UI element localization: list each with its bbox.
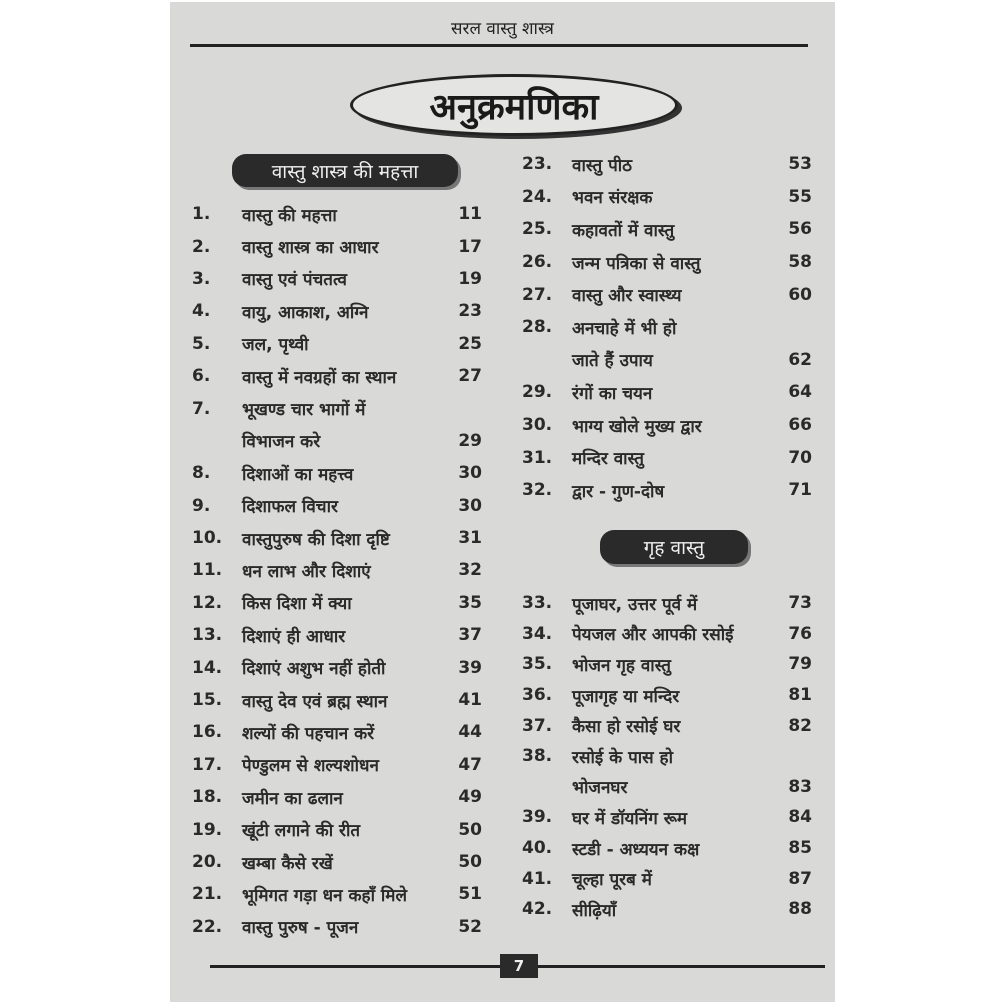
entry-page: 83	[788, 776, 812, 797]
toc-entry[interactable]	[522, 588, 812, 619]
entry-page: 84	[788, 807, 812, 828]
entry-title: जल, पृथ्वी	[242, 335, 309, 356]
toc-entry[interactable]	[522, 863, 812, 894]
entry-title: अनचाहे में भी हो	[572, 318, 677, 339]
entry-page: 73	[788, 593, 812, 614]
entry-number: 42.	[522, 899, 553, 920]
entry-page: 82	[788, 715, 812, 736]
toc-entry[interactable]	[522, 441, 812, 474]
toc-entry-continuation[interactable]	[522, 344, 812, 377]
entry-title: शल्यों की पहचान करें	[242, 723, 375, 744]
entry-title: सीढ़ियाँ	[572, 900, 617, 921]
entry-number: 38.	[522, 746, 553, 767]
toc-entry[interactable]	[192, 392, 482, 424]
entry-page: 41	[458, 690, 482, 711]
entry-number: 39.	[522, 807, 553, 828]
toc-entry[interactable]	[522, 246, 812, 279]
toc-entry[interactable]	[192, 263, 482, 295]
toc-entry[interactable]	[192, 360, 482, 392]
entry-title: पूजागृह या मन्दिर	[572, 686, 680, 707]
entry-title: खम्बा कैसे रखें	[242, 853, 333, 874]
entry-number: 9.	[192, 495, 211, 516]
entry-title: वास्तु और स्वास्थ्य	[572, 286, 682, 307]
entry-number: 8.	[192, 463, 211, 484]
entry-number: 15.	[192, 690, 223, 711]
entry-title: धन लाभ और दिशाएं	[242, 561, 371, 582]
toc-entry[interactable]	[192, 295, 482, 327]
entry-title: भवन संरक्षक	[572, 188, 653, 209]
entry-page: 17	[458, 236, 482, 257]
toc-entry[interactable]	[192, 651, 482, 683]
entry-page: 66	[788, 415, 812, 436]
entry-title: कैसा हो रसोई घर	[572, 717, 681, 738]
entry-page: 19	[458, 268, 482, 289]
entry-number: 36.	[522, 685, 553, 706]
toc-entry[interactable]	[192, 749, 482, 781]
entry-number: 16.	[192, 722, 223, 743]
toc-entry[interactable]	[192, 878, 482, 910]
entry-title: दिशाफल विचार	[242, 497, 338, 518]
entry-page: 44	[458, 722, 482, 743]
entry-number: 18.	[192, 787, 223, 808]
entry-number: 22.	[192, 916, 223, 937]
entry-page: 55	[788, 186, 812, 207]
entry-title-continued: जाते हैं उपाय	[572, 351, 653, 372]
entry-number: 13.	[192, 625, 223, 646]
entry-page: 25	[458, 333, 482, 354]
entry-title: दिशाओं का महत्त्व	[242, 464, 354, 485]
toc-entry[interactable]	[192, 587, 482, 619]
entry-title: चूल्हा पूरब में	[572, 870, 652, 891]
entry-title: घर में डॉयनिंग रूम	[572, 808, 688, 829]
toc-entry[interactable]	[192, 554, 482, 586]
toc-entry[interactable]	[522, 802, 812, 833]
entry-page: 27	[458, 366, 482, 387]
entry-number: 27.	[522, 284, 553, 305]
entry-number: 31.	[522, 447, 553, 468]
entry-title-continued: भोजनघर	[572, 778, 628, 799]
entry-title: कहावतों में वास्तु	[572, 220, 675, 241]
entry-page: 23	[458, 301, 482, 322]
entry-page: 87	[788, 868, 812, 889]
toc-right-column-b	[522, 588, 812, 925]
entry-page: 71	[788, 480, 812, 501]
entry-number: 25.	[522, 219, 553, 240]
toc-entry[interactable]	[522, 649, 812, 680]
toc-entry[interactable]	[522, 894, 812, 925]
entry-page: 39	[458, 657, 482, 678]
toc-entry[interactable]	[192, 457, 482, 489]
entry-number: 2.	[192, 236, 211, 257]
entry-page: 52	[458, 916, 482, 937]
toc-entry[interactable]	[522, 619, 812, 650]
entry-number: 4.	[192, 301, 211, 322]
toc-entry-continuation[interactable]	[192, 425, 482, 457]
entry-number: 10.	[192, 528, 223, 549]
page-title: अनुक्रमणिका	[350, 74, 678, 136]
toc-entry[interactable]	[192, 781, 482, 813]
entry-title: पेण्डुलम से शल्यशोधन	[242, 756, 379, 777]
entry-number: 6.	[192, 366, 211, 387]
toc-entry[interactable]	[192, 328, 482, 360]
entry-title: वास्तु में नवग्रहों का स्थान	[242, 367, 397, 388]
entry-title: रंगों का चयन	[572, 383, 653, 404]
entry-title: वास्तुपुरुष की दिशा दृष्टि	[242, 529, 390, 550]
toc-entry[interactable]	[192, 911, 482, 943]
toc-entry[interactable]	[522, 741, 812, 772]
toc-entry[interactable]	[522, 213, 812, 246]
entry-title: द्वार - गुण-दोष	[572, 481, 665, 502]
entry-page: 29	[458, 430, 482, 451]
entry-page: 32	[458, 560, 482, 581]
toc-entry[interactable]	[522, 474, 812, 507]
entry-title: वास्तु की महत्ता	[242, 205, 337, 226]
entry-page: 64	[788, 382, 812, 403]
entry-title: भाग्य खोले मुख्य द्वार	[572, 416, 702, 437]
entry-page: 79	[788, 654, 812, 675]
entry-page: 35	[458, 592, 482, 613]
entry-number: 12.	[192, 592, 223, 613]
toc-entry[interactable]	[522, 181, 812, 214]
entry-number: 30.	[522, 415, 553, 436]
book-page	[170, 2, 835, 1002]
page-number: 7	[500, 954, 538, 978]
toc-entry[interactable]	[522, 710, 812, 741]
toc-entry[interactable]	[522, 278, 812, 311]
entry-page: 11	[458, 204, 482, 225]
entry-page: 56	[788, 219, 812, 240]
entry-number: 28.	[522, 317, 553, 338]
entry-number: 1.	[192, 204, 211, 225]
entry-title: भूखण्ड चार भागों में	[242, 400, 366, 421]
toc-entry[interactable]	[192, 198, 482, 230]
entry-number: 41.	[522, 868, 553, 889]
entry-number: 32.	[522, 480, 553, 501]
toc-entry[interactable]	[522, 833, 812, 864]
toc-right-column-a	[522, 148, 812, 507]
entry-number: 24.	[522, 186, 553, 207]
toc-entry[interactable]	[192, 619, 482, 651]
entry-title: दिशाएं अशुभ नहीं होती	[242, 659, 386, 680]
entry-number: 11.	[192, 560, 223, 581]
toc-entry[interactable]	[522, 311, 812, 344]
toc-entry[interactable]	[192, 230, 482, 262]
entry-title: स्टडी - अध्ययन कक्ष	[572, 839, 700, 860]
section-heading-vastu-shastra: वास्तु शास्त्र की महत्ता	[232, 154, 458, 187]
entry-title: जन्म पत्रिका से वास्तु	[572, 253, 701, 274]
entry-number: 33.	[522, 593, 553, 614]
entry-title: खूंटी लगाने की रीत	[242, 821, 361, 842]
entry-page: 58	[788, 252, 812, 273]
toc-left-column	[192, 198, 482, 943]
entry-page: 51	[458, 884, 482, 905]
entry-page: 60	[788, 284, 812, 305]
toc-entry[interactable]	[522, 680, 812, 711]
entry-title: किस दिशा में क्या	[242, 594, 352, 615]
toc-entry[interactable]	[192, 813, 482, 845]
toc-entry[interactable]	[192, 716, 482, 748]
entry-title: वास्तु शास्त्र का आधार	[242, 238, 379, 259]
entry-title: पूजाघर, उत्तर पूर्व में	[572, 594, 698, 615]
entry-page: 50	[458, 852, 482, 872]
toc-entry[interactable]	[192, 490, 482, 522]
header-rule	[190, 44, 808, 47]
entry-page: 31	[458, 528, 482, 549]
entry-number: 29.	[522, 382, 553, 403]
toc-entry-continuation[interactable]	[522, 772, 812, 803]
section-heading-grih-vastu: गृह वास्तु	[600, 530, 748, 564]
entry-number: 5.	[192, 333, 211, 354]
entry-page: 30	[458, 495, 482, 516]
entry-page: 50	[458, 819, 482, 840]
toc-entry[interactable]	[522, 376, 812, 409]
entry-title: वास्तु पीठ	[572, 155, 633, 176]
entry-title: भूमिगत गड़ा धन कहाँ मिले	[242, 885, 407, 906]
entry-title: मन्दिर वास्तु	[572, 449, 644, 470]
entry-title: दिशाएं ही आधार	[242, 626, 346, 647]
entry-page: 47	[458, 754, 482, 775]
entry-page: 88	[788, 899, 812, 920]
entry-page: 53	[788, 154, 812, 175]
entry-page: 76	[788, 623, 812, 644]
entry-title: वास्तु एवं पंचतत्व	[242, 270, 347, 291]
toc-entry[interactable]	[522, 148, 812, 181]
toc-entry[interactable]	[192, 684, 482, 716]
entry-title: वास्तु पुरुष - पूजन	[242, 918, 359, 939]
entry-number: 34.	[522, 623, 553, 644]
entry-title: वायु, आकाश, अग्नि	[242, 302, 369, 323]
entry-title: पेयजल और आपकी रसोई	[572, 625, 734, 646]
entry-title: रसोई के पास हो	[572, 747, 673, 768]
entry-title: जमीन का ढलान	[242, 788, 343, 809]
running-head: सरल वास्तु शास्त्र	[451, 19, 554, 39]
entry-title-continued: विभाजन करे	[242, 432, 321, 453]
entry-number: 14.	[192, 657, 223, 678]
entry-page: 30	[458, 463, 482, 484]
entry-title: वास्तु देव एवं ब्रह्म स्थान	[242, 691, 388, 712]
entry-title: भोजन गृह वास्तु	[572, 655, 671, 676]
entry-number: 7.	[192, 398, 211, 419]
entry-page: 81	[788, 685, 812, 706]
entry-number: 35.	[522, 654, 553, 675]
entry-number: 19.	[192, 819, 223, 840]
toc-entry[interactable]	[192, 522, 482, 554]
entry-number: 23.	[522, 154, 553, 175]
entry-number: 3.	[192, 268, 211, 289]
entry-number: 40.	[522, 838, 553, 859]
entry-number: 37.	[522, 715, 553, 736]
entry-page: 49	[458, 787, 482, 808]
entry-number: 26.	[522, 252, 553, 273]
toc-entry[interactable]	[522, 409, 812, 442]
entry-number: 21.	[192, 884, 223, 905]
toc-entry[interactable]	[192, 846, 482, 878]
entry-number: 17.	[192, 754, 223, 775]
entry-number: 20.	[192, 852, 223, 872]
entry-page: 85	[788, 838, 812, 859]
entry-page: 62	[788, 349, 812, 370]
entry-page: 37	[458, 625, 482, 646]
entry-page: 70	[788, 447, 812, 468]
